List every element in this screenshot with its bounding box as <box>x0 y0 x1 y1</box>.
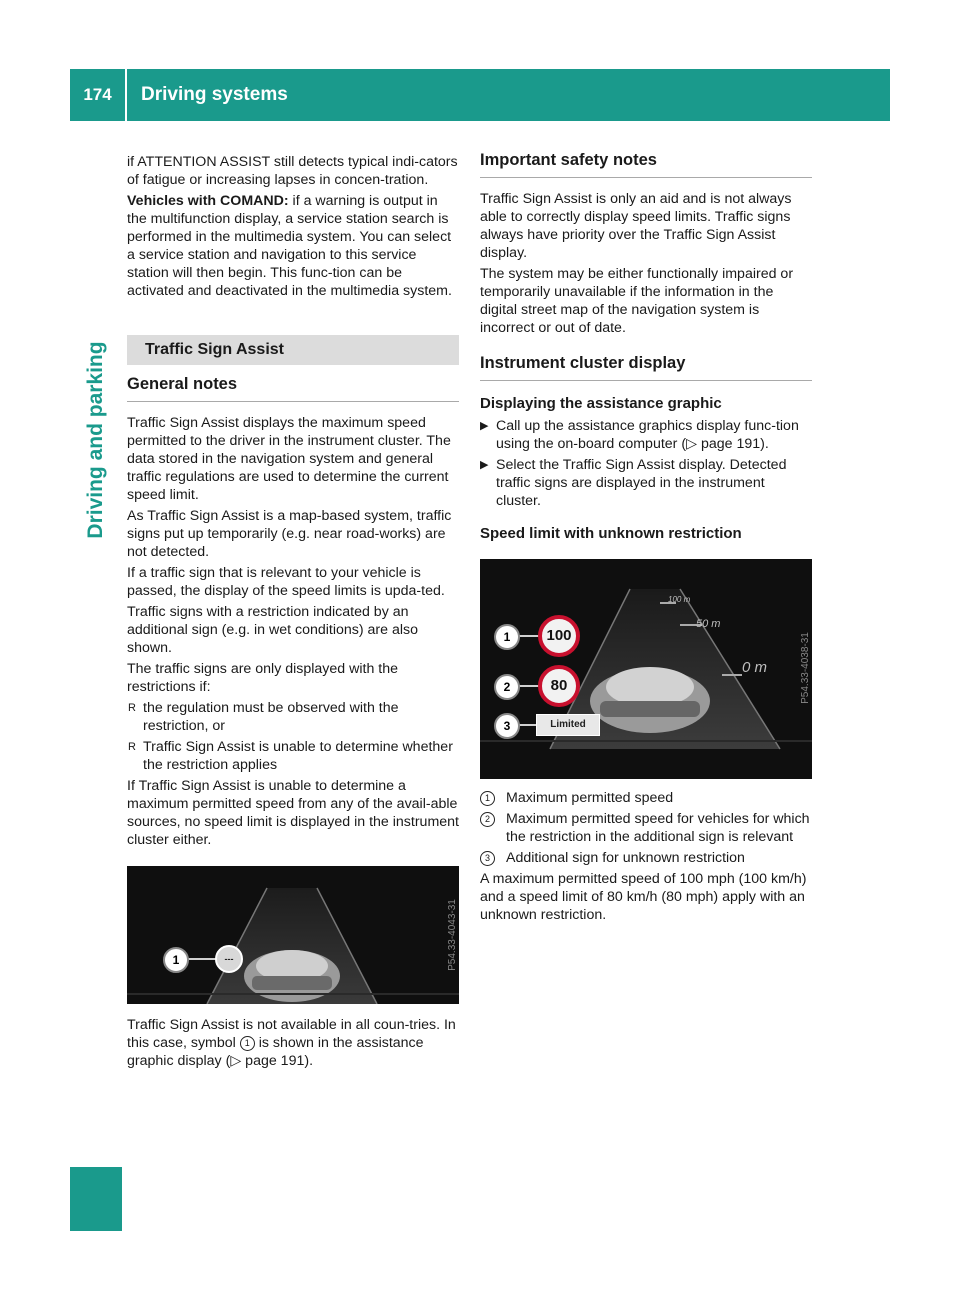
heading-unknown-restriction: Speed limit with unknown restriction <box>480 525 742 542</box>
left-column <box>127 153 459 1073</box>
heading-general-notes: General notes <box>127 375 459 402</box>
list-item-text: Traffic Sign Assist is unable to determine whether the restriction applies <box>143 739 453 773</box>
paragraph: The traffic signs are only displayed with the restrictions if: <box>127 661 399 695</box>
paragraph-text: is shown in the assistance graphic display ( <box>127 1035 424 1069</box>
bold-lead: Vehicles with COMAND: <box>127 193 289 209</box>
page-ref-arrow-icon: ▷ <box>686 436 697 452</box>
paragraph: Traffic Sign Assist displays the maximum speed permitted to the driver in the instrument cluster. The data stored in the navigation system and general traffic regulations are used to determine the current speed limit. <box>127 415 451 503</box>
legend-number: 3 <box>480 851 495 866</box>
paragraph: A maximum permitted speed of 100 mph (100 km/h) and a speed limit of 80 km/h (80 mph) apply with an unknown restriction. <box>480 871 807 923</box>
figure-no-sign <box>127 866 459 1004</box>
legend-item <box>480 810 812 846</box>
heading-instrument-cluster: Instrument cluster display <box>480 354 812 381</box>
figure-code: P54.33-4043-31 <box>446 899 458 971</box>
road-graphic <box>127 866 459 1004</box>
section-title: Traffic Sign Assist <box>127 335 459 365</box>
right-column <box>480 151 812 927</box>
page-number: 174 <box>70 69 127 121</box>
paragraph <box>127 1016 459 1070</box>
paragraph-text: Traffic Sign Assist is not available in all coun-tries. In this case, symbol <box>127 1017 456 1051</box>
paragraph-text: if a warning is output in the multifunction display, a service station search is performed in the multimedia system. You can select a service station and navigation to this service station will then begin. This func-tion can be activated and deactivated in the multimedia system. <box>127 193 452 299</box>
list-item-text: the regulation must be observed with the restriction, or <box>143 700 399 734</box>
page-reference[interactable]: page 191). <box>697 436 769 452</box>
step-arrow-icon: ▶ <box>480 459 489 471</box>
figure-code: P54.33-4038-31 <box>799 632 811 704</box>
side-tab-label: Driving and parking <box>84 341 107 539</box>
callout-2: 2 <box>494 674 520 700</box>
legend-text: Maximum permitted speed <box>506 790 674 806</box>
no-speed-sign: --- <box>215 945 243 973</box>
symbol-1: 1 <box>240 1036 255 1051</box>
callout-1: 1 <box>494 624 520 650</box>
list-item <box>127 699 459 735</box>
speed-sign-80: 80 <box>538 665 580 707</box>
paragraph: If a traffic sign that is relevant to your vehicle is passed, the display of the speed limits is upda-ted. <box>127 565 445 599</box>
legend-item <box>480 849 812 867</box>
list-item <box>127 738 459 774</box>
paragraph: The system may be either functionally impaired or temporarily unavailable if the information in the digital street map of the navigation system is incorrect or out of date. <box>480 266 794 336</box>
bullet-icon: R <box>128 702 136 714</box>
side-tab-marker <box>70 1167 122 1231</box>
step-text: Call up the assistance graphics display func-tion using the on-board computer ( <box>496 418 799 452</box>
paragraph <box>127 192 459 300</box>
paragraph: Traffic signs with a restriction indicated by an additional sign (e.g. in wet conditions) are also shown. <box>127 604 419 656</box>
speed-sign-100: 100 <box>538 615 580 657</box>
legend-number: 2 <box>480 812 495 827</box>
bullet-icon: R <box>128 741 136 753</box>
callout-1: 1 <box>163 947 189 973</box>
figure-speed-limits <box>480 559 812 779</box>
distance-100m: 100 m <box>668 595 691 604</box>
legend-text: Maximum permitted speed for vehicles for which the restriction in the additional sign is relevant <box>506 811 810 845</box>
legend-text: Additional sign for unknown restriction <box>506 850 745 866</box>
heading-safety-notes: Important safety notes <box>480 151 812 178</box>
paragraph: As Traffic Sign Assist is a map-based system, traffic signs put up temporarily (e.g. near road-works) are not detected. <box>127 508 452 560</box>
page-ref-arrow-icon: ▷ <box>230 1053 242 1069</box>
instruction-step <box>480 417 812 453</box>
step-arrow-icon: ▶ <box>480 420 489 432</box>
paragraph: Traffic Sign Assist is only an aid and is not always able to correctly display speed limits. Traffic signs always have priority over the Traffic Sign Assist display. <box>480 191 792 261</box>
page-reference[interactable]: page 191). <box>241 1053 314 1069</box>
chapter-title: Driving systems <box>141 84 288 105</box>
paragraph: If Traffic Sign Assist is unable to determine a maximum permitted speed from any of the avail-able sources, no speed limit is displayed in the instrument cluster either. <box>127 778 459 848</box>
legend-item <box>480 789 812 807</box>
heading-display-graphic: Displaying the assistance graphic <box>480 395 722 412</box>
paragraph: if ATTENTION ASSIST still detects typical indi-cators of fatigue or increasing lapses in concen-tration. <box>127 154 458 188</box>
limited-plate: Limited <box>536 714 600 736</box>
step-text: Select the Traffic Sign Assist display. Detected traffic signs are displayed in the instrument cluster. <box>496 457 787 509</box>
distance-0m: 0 m <box>742 659 768 676</box>
legend-number: 1 <box>480 791 495 806</box>
distance-50m: 50 m <box>696 618 721 630</box>
callout-3: 3 <box>494 713 520 739</box>
instruction-step <box>480 456 812 510</box>
